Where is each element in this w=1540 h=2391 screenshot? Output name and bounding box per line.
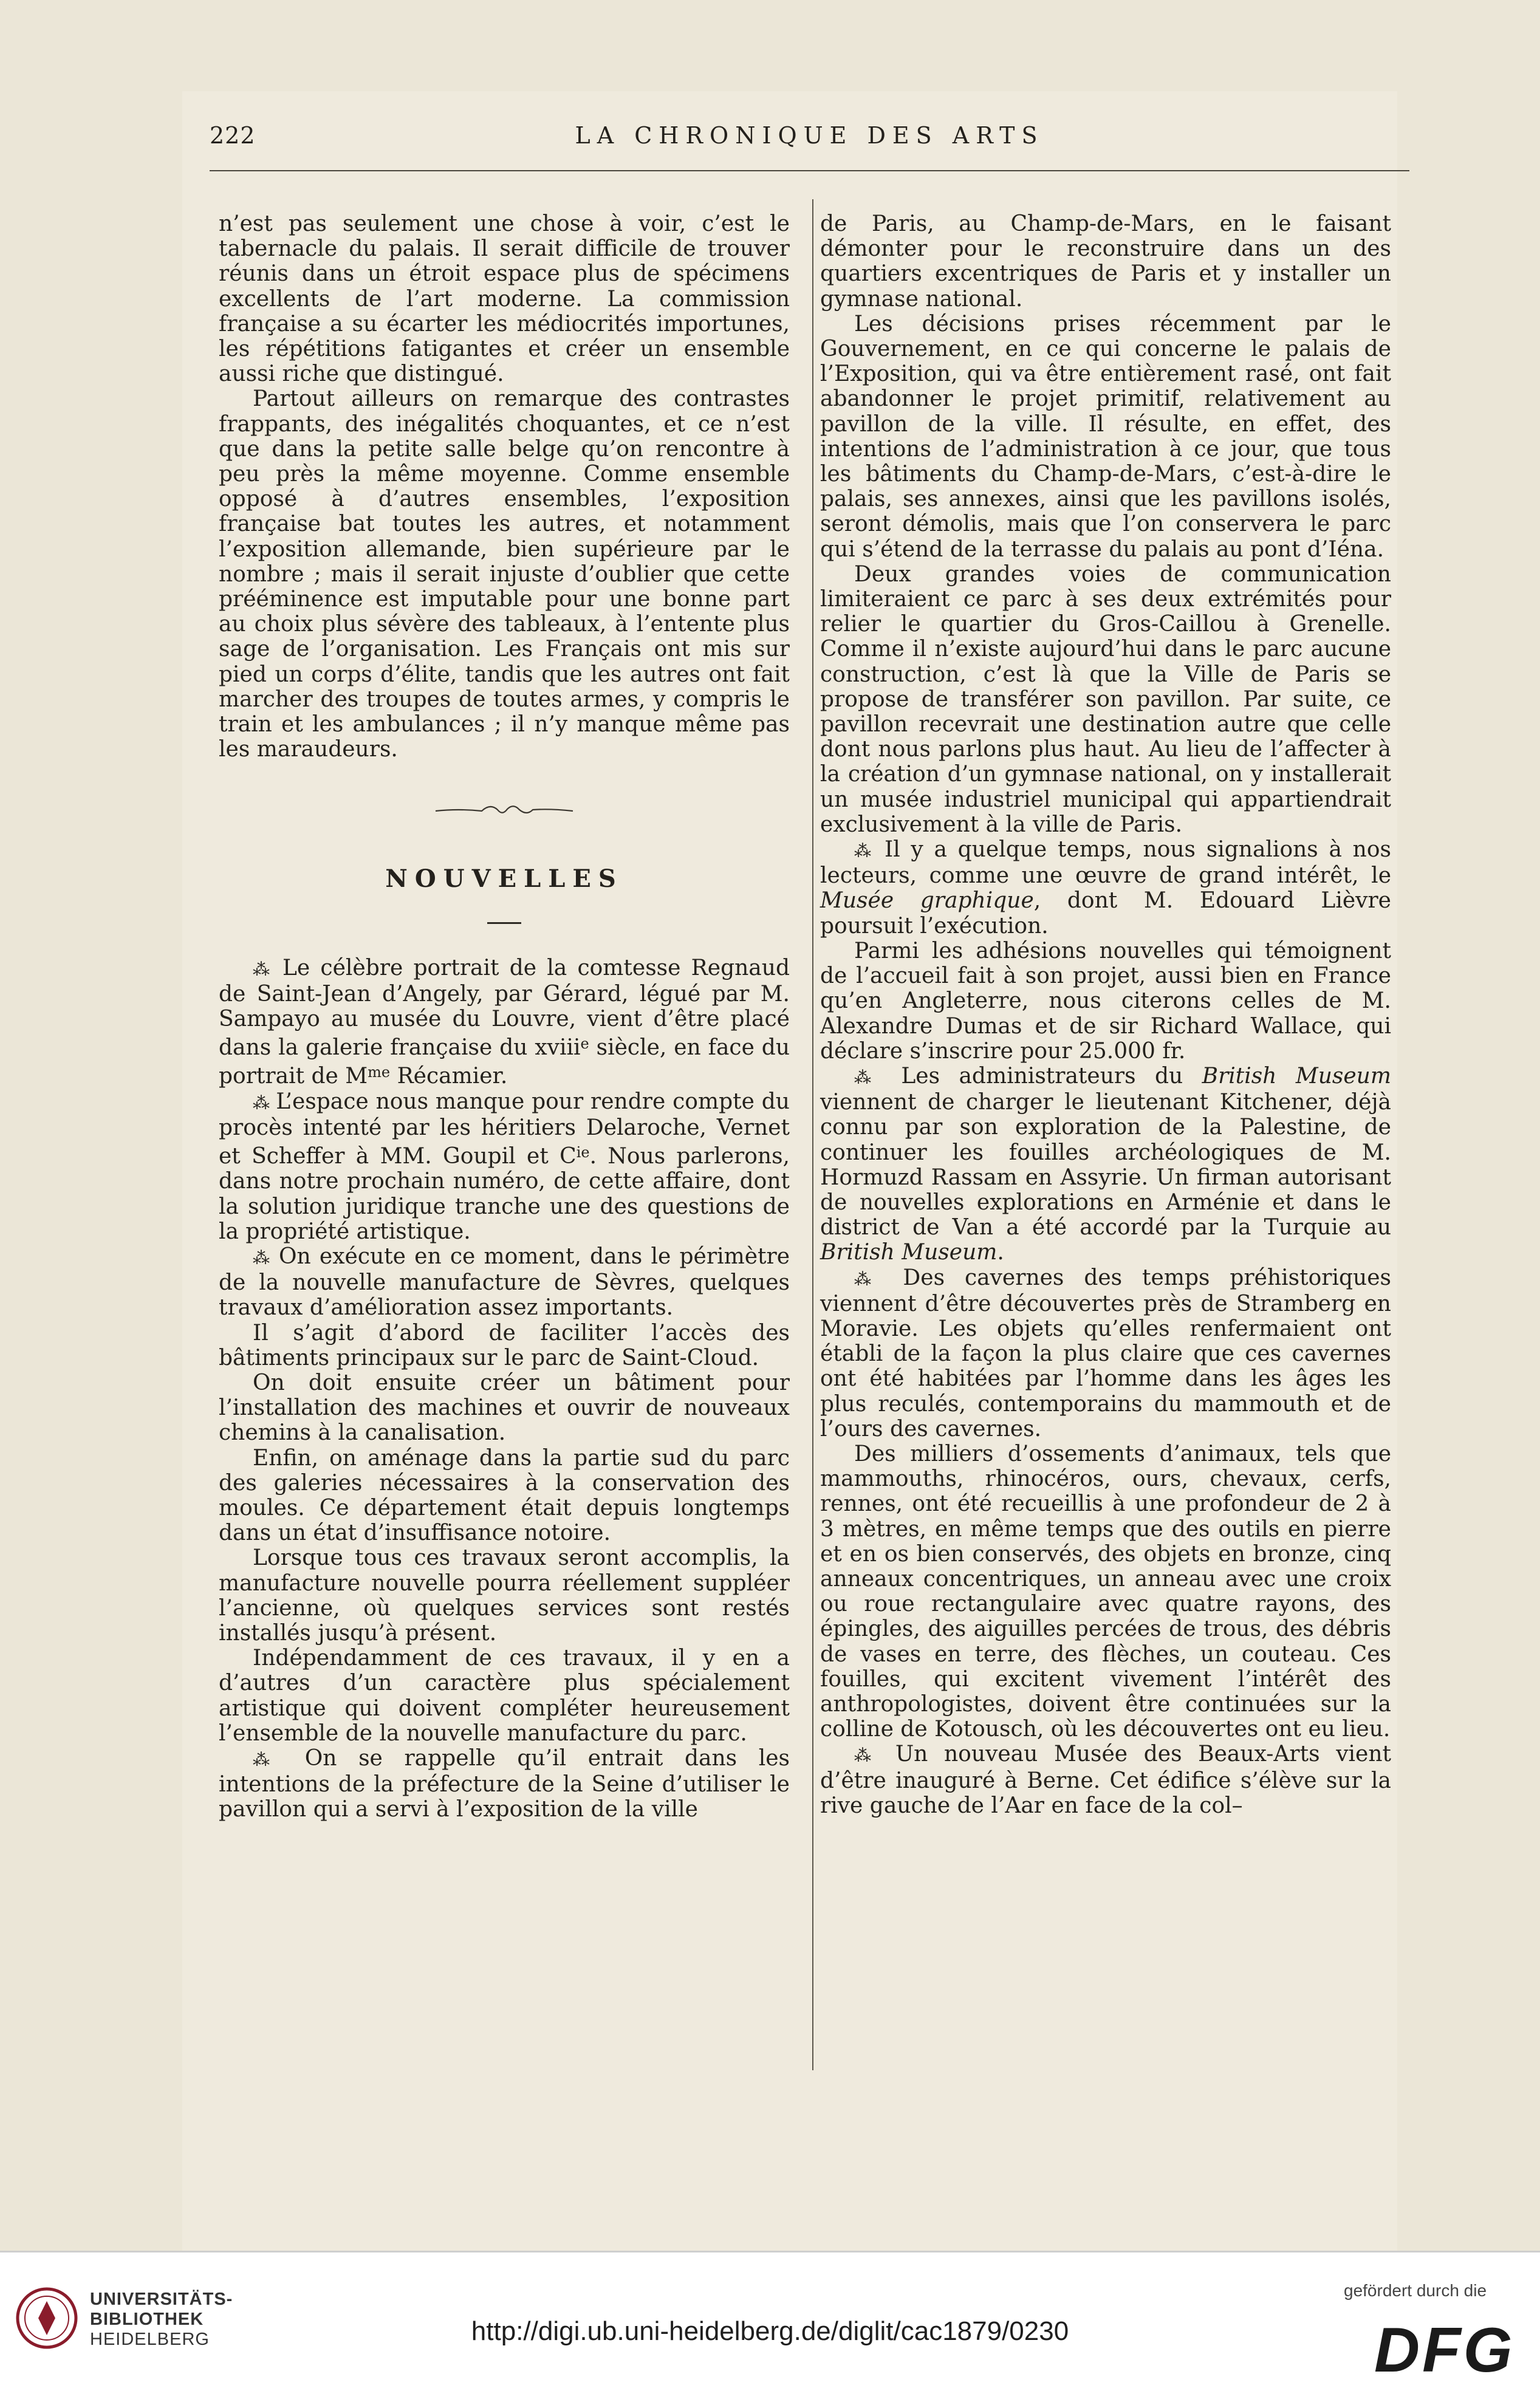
permalink-url[interactable]: http://digi.ub.uni-heidelberg.de/diglit/cac1879/0230: [471, 2316, 1069, 2346]
asterism-mark: ⁂: [854, 841, 874, 861]
news-item: ⁂ On se rappelle qu’il entrait dans les intentions de la préfecture de la Seine d’utiliser le pavillon qui a servi à l’exposition de la ville: [219, 1745, 790, 1822]
paragraph: Indépendamment de ces travaux, il y en a d’autres d’un caractère plus spécialement artistique qui doivent compléter heureusement l’ensemble de la nouvelle manufacture du parc.: [219, 1646, 790, 1746]
page-number: 222: [210, 122, 256, 149]
news-item: ⁂ Des cavernes des temps préhistoriques viennent d’être découvertes près de Stramberg en Moravie. Les objets qu’elles renfermaient ont établi de la façon la plus claire que ces cavernes ont été habitées par l’homme dans les âges les plus reculés, contemporains du mammouth et de l’ours des cavernes.: [820, 1265, 1392, 1442]
asterism-mark: ⁂: [253, 1247, 270, 1268]
column-divider: [812, 199, 813, 2070]
paragraph: On doit ensuite créer un bâtiment pour l’installation des machines et ouvrir de nouveaux chemins à la canalisation.: [219, 1370, 790, 1446]
asterism-mark: ⁂: [854, 1067, 882, 1087]
asterism-mark: ⁂: [253, 1092, 269, 1113]
paragraph: Enfin, on aménage dans la partie sud du parc des galeries nécessaires à la conservation des moules. Ce département était depuis longtemps dans un état d’insuffisance notoire.: [219, 1445, 790, 1546]
section-title: NOUVELLES: [385, 864, 623, 894]
paragraph: Les décisions prises récemment par le Gouvernement, en ce qui concerne le palais de l’Exposition, qui va être entièrement rasé, ont fait abandonner le projet primitif, relativement au pavillon de la ville. Il résulte, en effet, des intentions de l’administration à ce jour, que tous les bâtiments du Champ-de-Mars, c’est-à-dire le palais, ses annexes, ainsi que les pavillons isolés, seront démolis, mais que l’on conservera le parc qui s’étend de la terrasse du palais au pont d’Iéna.: [820, 311, 1391, 562]
asterism-mark: ⁂: [253, 1749, 284, 1770]
asterism-mark: ⁂: [854, 1268, 883, 1289]
paragraph: Parmi les adhésions nouvelles qui témoignent de l’accueil fait à son projet, aussi bien en France qu’en Angleterre, nous citerons celles de M. Alexandre Dumas et de sir Richard Wallace, qui déclare s’inscrire pour 25.000 fr.: [820, 938, 1391, 1064]
paragraph: Lorsque tous ces travaux seront accomplis, la manufacture nouvelle pourra réellement suppléer l’ancienne, où quelques services sont restés installés jusqu’à présent.: [219, 1545, 790, 1646]
fleuron-ornament: [434, 801, 574, 819]
right-column: [820, 211, 1391, 1818]
section-dash: [487, 922, 521, 924]
dfg-logo: DFG: [1374, 2315, 1515, 2386]
paragraph: Des milliers d’ossements d’animaux, tels que mammouths, rhinocéros, ours, chevaux, cerfs, rennes, ont été recueillis à une profondeur de 2 à 3 mètres, en même temps que des outils en pierre et en os bien conservés, des objets en bronze, cinq anneaux concentriques, un anneau avec une croix ou roue rectangulaire avec quatre rayons, des épingles, des aiguilles percées de trous, des débris de vases en terre, des flèches, un couteau. Ces fouilles, qui excitent vivement l’intérêt des anthropologistes, doivent être continuées sur la colline de Kotousch, où les découvertes ont eu lieu.: [820, 1441, 1391, 1742]
news-item: ⁂ Le célèbre portrait de la comtesse Regnaud de Saint-Jean d’Angely, par Gérard, légué par M. Sampayo au musée du Louvre, vient d’être placé dans la galerie française du xviii$^e$ siècle, en face du portrait de $M^{me}$ Récamier.: [219, 955, 790, 1089]
news-item: ⁂ On exécute en ce moment, dans le périmètre de la nouvelle manufacture de Sèvres, quelques travaux d’amélioration assez importants.: [219, 1243, 790, 1321]
digitization-footer: [0, 2251, 1540, 2391]
running-title: LA CHRONIQUE DES ARTS: [575, 122, 1044, 149]
funding-label: gefördert durch die: [1344, 2281, 1487, 2300]
asterism-mark: ⁂: [854, 1745, 880, 1766]
news-item: ⁂ Les administrateurs du British Museum viennent de charger le lieutenant Kitchener, déjà connu par son exploration de la Palestine, de continuer les fouilles archéologiques de M. Hormuzd Rassam en Assyrie. Un firman autorisant de nouvelles explorations en Arménie et dans le district de Van a été accordé par la Turquie au British Museum.: [820, 1063, 1391, 1265]
asterism-mark: ⁂: [253, 959, 272, 979]
news-item: ⁂ Un nouveau Musée des Beaux-Arts vient d’être inauguré à Berne. Cet édifice s’élève sur la rive gauche de l’Aar en face de la col–: [820, 1742, 1391, 1818]
running-header: [210, 118, 1409, 155]
institution-name: UNIVERSITÄTS- BIBLIOTHEK HEIDELBERG: [90, 2290, 233, 2349]
footer-rule: [0, 2251, 1540, 2252]
paragraph: de Paris, au Champ-de-Mars, en le faisant démonter pour le reconstruire dans un des quartiers excentriques de Paris et y installer un gymnase national.: [820, 211, 1391, 312]
paragraph: Deux grandes voies de communication limiteraient ce parc à ses deux extrémités pour relier le quartier du Gros-Caillou à Grenelle. Comme il n’existe aujourd’hui dans le parc aucune construction, c’est là que la Ville de Paris se propose de transférer son pavillon. Par suite, ce pavillon recevrait une destination autre que celle dont nous parlons plus haut. Au lieu de l’affecter à la création d’un gymnase national, on y installerait un musée industriel municipal qui appartiendrait exclusivement à la ville de Paris.: [820, 561, 1391, 837]
left-column: [219, 211, 790, 1822]
paragraph: Partout ailleurs on remarque des contrastes frappants, des inégalités choquantes, et ce n’est que dans la petite salle belge qu’on rencontre à peu près la même moyenne. Comme ensemble opposé à d’autres ensembles, l’exposition française bat toutes les autres, et notamment l’exposition allemande, bien supérieure par le nombre ; mais il serait injuste d’oublier que cette prééminence est imputable pour une bonne part au choix plus sévère des tableaux, à l’entente plus sage de l’organisation. Les Français ont mis sur pied un corps d’élite, tandis que les autres ont fait marcher des troupes de toutes armes, y compris le train et les ambulances ; il n’y manque même pas les maraudeurs.: [219, 386, 790, 762]
paragraph: n’est pas seulement une chose à voir, c’est le tabernacle du palais. Il serait difficile de trouver réunis dans un étroit espace plus de spécimens excellents de l’art moderne. La commission française a su écarter les médiocrités importunes, les répétitions fatigantes et créer un ensemble aussi riche que distingué.: [219, 211, 790, 387]
news-item: ⁂ L’espace nous manque pour rendre compte du procès intenté par les héritiers Delaroche, Vernet et Scheffer à MM. Goupil et $C^{ie}$. Nous parlerons, dans notre prochain numéro, de cette affaire, dont la solution juridique tranche une des questions de la propriété artistique.: [219, 1089, 790, 1244]
paragraph: Il s’agit d’abord de faciliter l’accès des bâtiments principaux sur le parc de Saint-Cloud.: [219, 1320, 790, 1370]
news-item: ⁂ Il y a quelque temps, nous signalions à nos lecteurs, comme une œuvre de grand intérêt, le Musée graphique, dont M. Edouard Lièvre poursuit l’exécution.: [820, 837, 1391, 939]
header-rule: [210, 170, 1409, 171]
